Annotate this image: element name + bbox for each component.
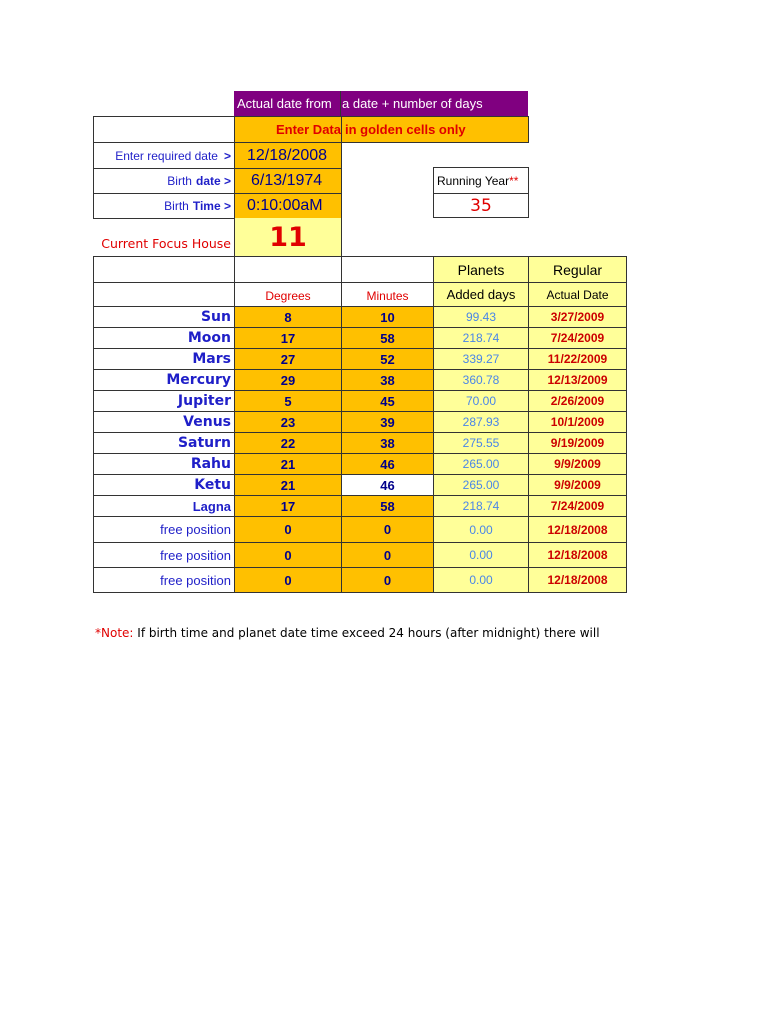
planet-name-cell (93, 542, 235, 568)
actual-date-value: 7/24/2009 (550, 499, 605, 513)
actual-date-value: 9/9/2009 (554, 478, 601, 492)
blank-label-cell (93, 116, 235, 143)
col-degrees: Degrees (265, 289, 311, 303)
planet-name: Lagna (192, 498, 231, 514)
minutes-value-cell[interactable] (341, 567, 434, 593)
minutes-value: 46 (380, 477, 395, 493)
planet-name-cell (93, 327, 235, 349)
col-minutes-cell (341, 282, 434, 307)
title-cell-left (234, 91, 341, 116)
minutes-value: 0 (383, 547, 392, 563)
added-days-value: 218.74 (462, 331, 500, 345)
minutes-value-cell[interactable] (341, 327, 434, 349)
actual-date-value-cell (528, 306, 627, 328)
planet-name: free position (160, 547, 231, 563)
minutes-value: 0 (383, 572, 392, 588)
col-degrees-cell (234, 282, 342, 307)
required-date-input[interactable] (234, 142, 342, 169)
added-days-value: 265.00 (462, 457, 500, 471)
minutes-value: 52 (380, 351, 395, 367)
degrees-value-cell[interactable] (234, 474, 342, 496)
title-left: Actual date from (237, 96, 332, 111)
planet-name-cell (93, 369, 235, 391)
actual-date-value-cell (528, 348, 627, 370)
col-added-days-cell (433, 282, 529, 307)
degrees-value-cell[interactable] (234, 348, 342, 370)
degrees-value-cell[interactable] (234, 369, 342, 391)
focus-house-input[interactable] (234, 218, 342, 256)
degrees-value-cell[interactable] (234, 516, 342, 543)
minutes-value: 45 (380, 393, 395, 409)
actual-date-value: 12/13/2009 (547, 373, 608, 387)
planet-name-cell (93, 306, 235, 328)
instruction-left: Enter Data (275, 122, 341, 137)
running-year-value-cell (433, 193, 529, 218)
minutes-value-cell[interactable] (341, 390, 434, 412)
planet-name-cell (93, 432, 235, 454)
degrees-value: 27 (280, 351, 296, 367)
minutes-value-cell[interactable] (341, 474, 434, 496)
birth-time-input[interactable] (234, 193, 342, 219)
minutes-value-cell[interactable] (341, 411, 434, 433)
minutes-value: 38 (380, 435, 395, 451)
running-year-label: Running Year (437, 173, 510, 188)
table-header-blank-4 (93, 282, 235, 307)
note-mark: * (95, 626, 101, 640)
actual-date-value: 12/18/2008 (547, 522, 608, 537)
focus-house-label-cell (80, 230, 235, 256)
added-days-value-cell (433, 516, 529, 543)
minutes-value-cell[interactable] (341, 348, 434, 370)
added-days-value: 99.43 (465, 310, 497, 324)
minutes-value: 58 (380, 498, 395, 514)
planet-name-cell (93, 474, 235, 496)
added-days-value-cell (433, 453, 529, 475)
title-right: a date + number of days (342, 96, 483, 111)
planet-name: Venus (183, 414, 231, 430)
note-text: If birth time and planet date time exceed 24 hours (after midnight) there will (137, 626, 600, 640)
degrees-value-cell[interactable] (234, 327, 342, 349)
added-days-value: 218.74 (462, 499, 500, 513)
actual-date-value: 10/1/2009 (550, 415, 605, 429)
planet-name-cell (93, 411, 235, 433)
instruction-cell-left (234, 116, 342, 143)
birth-time-label-cell (93, 193, 235, 219)
planet-name-cell (93, 567, 235, 593)
added-days-value-cell (433, 432, 529, 454)
actual-date-value-cell (528, 390, 627, 412)
planet-name: Mars (192, 351, 231, 367)
degrees-value: 21 (280, 477, 296, 493)
actual-date-value: 2/26/2009 (550, 394, 605, 408)
added-days-value-cell (433, 474, 529, 496)
header-planets-cell (433, 256, 529, 283)
actual-date-value: 9/19/2009 (550, 436, 605, 450)
actual-date-value-cell (528, 432, 627, 454)
degrees-value-cell[interactable] (234, 306, 342, 328)
actual-date-value-cell (528, 411, 627, 433)
minutes-value-cell[interactable] (341, 516, 434, 543)
minutes-value-cell[interactable] (341, 306, 434, 328)
planet-name: Mercury (166, 372, 231, 388)
added-days-value: 0.00 (469, 522, 493, 537)
actual-date-value-cell (528, 369, 627, 391)
table-header-blank-3 (341, 256, 434, 283)
degrees-value-cell[interactable] (234, 432, 342, 454)
degrees-value: 0 (284, 522, 292, 537)
birth-time-value: 0:10:00aM (247, 197, 323, 214)
planet-name-cell (93, 495, 235, 517)
birth-date-label-b: date > (195, 174, 231, 188)
actual-date-value: 11/22/2009 (547, 352, 608, 366)
added-days-value-cell (433, 495, 529, 517)
birth-date-value: 6/13/1974 (251, 172, 323, 189)
added-days-value-cell (433, 567, 529, 593)
header-planets: Planets (457, 261, 505, 278)
degrees-value: 17 (280, 330, 296, 346)
minutes-value-cell[interactable] (341, 432, 434, 454)
header-regular-cell (528, 256, 627, 283)
birth-date-input[interactable] (234, 168, 342, 194)
birth-date-label-cell (93, 168, 235, 194)
running-year-label-cell (433, 167, 529, 194)
focus-house-label: Current Focus House (101, 235, 231, 251)
planet-name: Rahu (190, 456, 231, 472)
planet-name-cell (93, 516, 235, 543)
planet-name: Saturn (177, 435, 231, 451)
title-cell-right (341, 91, 528, 116)
focus-house-value: 11 (269, 221, 307, 253)
running-year-mark: ** (509, 173, 519, 188)
actual-date-value-cell (528, 495, 627, 517)
required-date-arrow: > (223, 148, 231, 163)
actual-date-value-cell (528, 516, 627, 543)
col-minutes: Minutes (366, 289, 409, 303)
degrees-value: 29 (280, 372, 296, 388)
actual-date-value: 9/9/2009 (554, 457, 601, 471)
added-days-value: 0.00 (469, 548, 493, 562)
instruction-right: in golden cells only (345, 122, 466, 137)
added-days-value-cell (433, 390, 529, 412)
degrees-value: 22 (280, 435, 296, 451)
instruction-cell-right (341, 116, 529, 143)
planet-name: free position (160, 522, 231, 537)
minutes-value: 58 (380, 330, 395, 346)
birth-date-label-a: Birth (167, 174, 192, 188)
actual-date-value-cell (528, 453, 627, 475)
minutes-value: 39 (380, 414, 395, 430)
degrees-value-cell[interactable] (234, 390, 342, 412)
planet-name-cell (93, 390, 235, 412)
added-days-value: 339.27 (462, 352, 500, 366)
actual-date-value: 7/24/2009 (550, 331, 605, 345)
degrees-value-cell[interactable] (234, 495, 342, 517)
planet-name: Moon (187, 330, 231, 346)
minutes-value: 46 (380, 456, 395, 472)
degrees-value: 23 (280, 414, 296, 430)
actual-date-value-cell (528, 567, 627, 593)
actual-date-value-cell (528, 327, 627, 349)
footnote (95, 626, 600, 640)
minutes-value-cell[interactable] (341, 495, 434, 517)
minutes-value: 10 (380, 309, 395, 325)
required-date-label-cell (93, 142, 235, 169)
added-days-value: 0.00 (469, 573, 493, 587)
birth-time-label-b: Time > (192, 199, 231, 213)
required-date-label: Enter required date (115, 148, 218, 163)
added-days-value: 360.78 (462, 373, 500, 387)
col-actual-date: Actual Date (546, 287, 609, 302)
minutes-value-cell[interactable] (341, 453, 434, 475)
added-days-value-cell (433, 369, 529, 391)
degrees-value-cell[interactable] (234, 542, 342, 568)
degrees-value-cell[interactable] (234, 411, 342, 433)
degrees-value: 17 (280, 498, 296, 514)
added-days-value: 70.00 (465, 394, 497, 408)
added-days-value: 287.93 (462, 415, 500, 429)
minutes-value: 38 (380, 372, 395, 388)
planet-name: Jupiter (177, 393, 231, 409)
minutes-value-cell[interactable] (341, 369, 434, 391)
added-days-value-cell (433, 306, 529, 328)
table-header-blank-1 (93, 256, 235, 283)
degrees-value: 21 (280, 456, 296, 472)
planet-name-cell (93, 453, 235, 475)
col-actual-date-cell (528, 282, 627, 307)
minutes-value-cell[interactable] (341, 542, 434, 568)
actual-date-value: 12/18/2008 (547, 573, 608, 587)
degrees-value: 0 (284, 547, 292, 563)
table-header-blank-2 (234, 256, 342, 283)
degrees-value: 8 (284, 309, 292, 325)
degrees-value: 0 (284, 572, 292, 588)
planet-name-cell (93, 348, 235, 370)
added-days-value-cell (433, 327, 529, 349)
header-regular: Regular (552, 261, 603, 278)
added-days-value-cell (433, 542, 529, 568)
note-label: Note: (101, 626, 134, 640)
actual-date-value: 3/27/2009 (550, 310, 605, 324)
required-date-value: 12/18/2008 (247, 146, 328, 164)
degrees-value-cell[interactable] (234, 453, 342, 475)
added-days-value: 275.55 (462, 436, 500, 450)
planet-name: Ketu (194, 477, 231, 493)
added-days-value-cell (433, 348, 529, 370)
actual-date-value: 12/18/2008 (547, 548, 608, 562)
actual-date-value-cell (528, 474, 627, 496)
degrees-value-cell[interactable] (234, 567, 342, 593)
added-days-value-cell (433, 411, 529, 433)
col-added-days: Added days (446, 287, 516, 302)
added-days-value: 265.00 (462, 478, 500, 492)
planet-name: Sun (200, 309, 231, 325)
planet-name: free position (160, 572, 231, 588)
actual-date-value-cell (528, 542, 627, 568)
running-year-value: 35 (470, 195, 492, 216)
degrees-value: 5 (284, 393, 292, 409)
birth-time-label-a: Birth (164, 199, 189, 213)
minutes-value: 0 (383, 522, 392, 537)
